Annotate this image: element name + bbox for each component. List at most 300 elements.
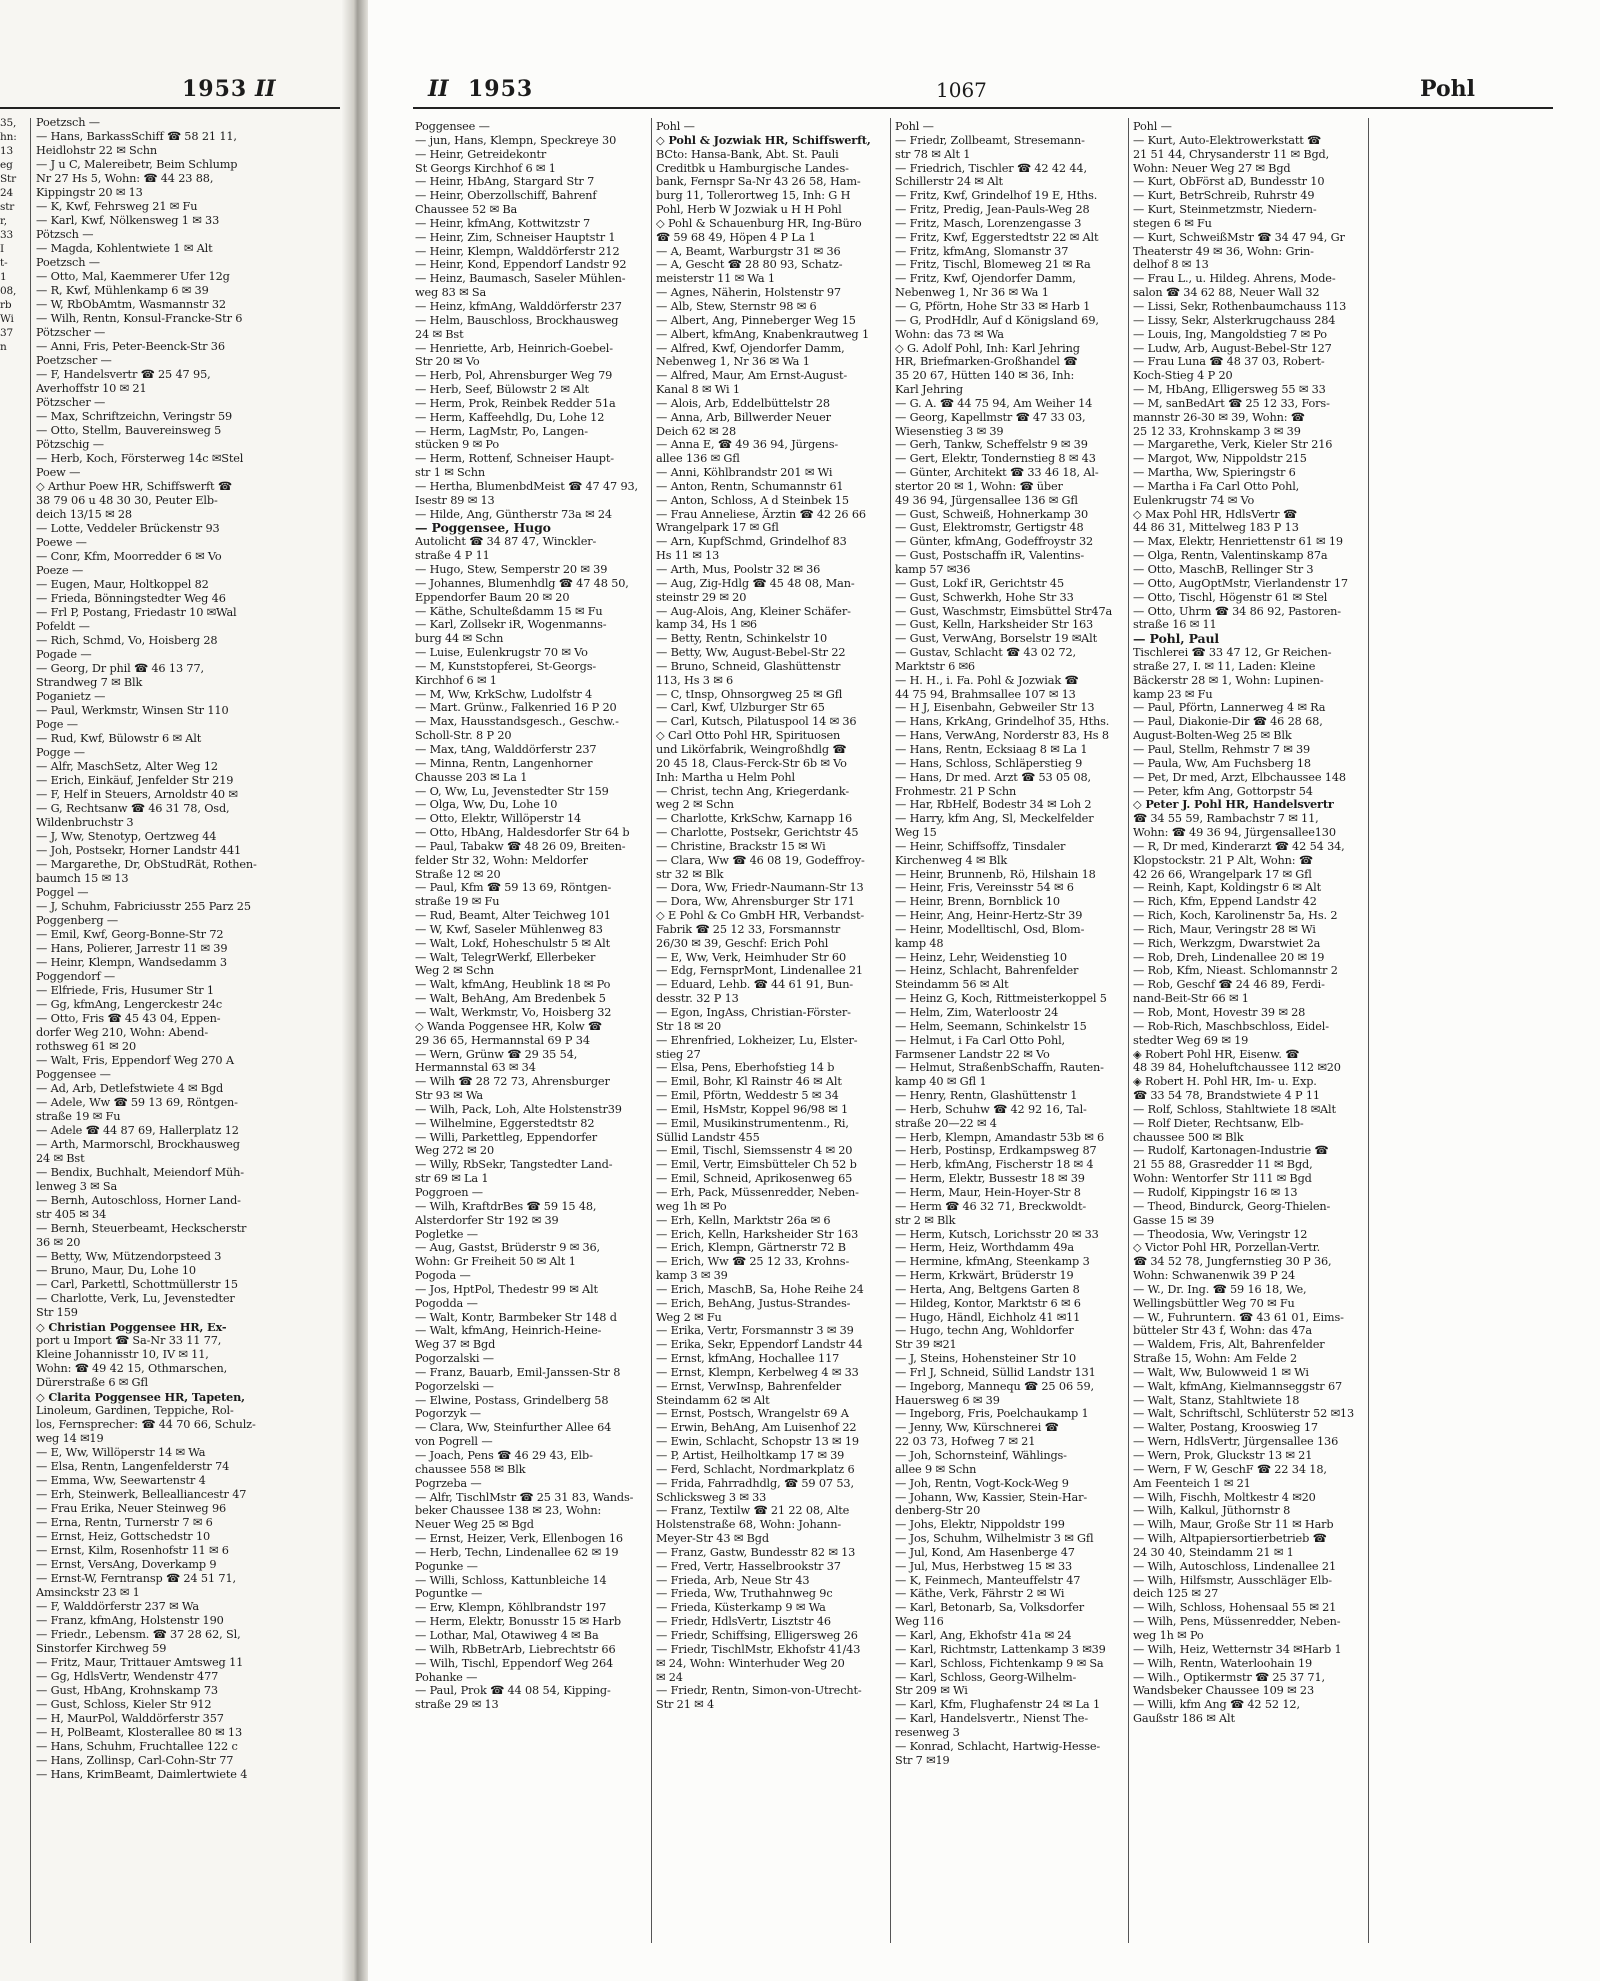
directory-entry-line: Holstenstraße 68, Wohn: Johann- — [656, 1518, 842, 1532]
directory-entry-line: straße 4 P 11 — [415, 549, 490, 563]
directory-entry-line: — Ernst, Postsch, Wrangelstr 69 A — [656, 1407, 849, 1421]
directory-entry-line: 49 36 94, Jürgensallee 136 ✉ Gfl — [895, 493, 1078, 507]
directory-entry-line: Hauersweg 6 ✉ 39 — [895, 1393, 1000, 1407]
directory-entry-line: — Bruno, Schneid, Glashüttenstr — [656, 659, 841, 673]
directory-entry-line: Str 7 ✉19 — [895, 1753, 950, 1767]
directory-entry-line: chaussee 500 ✉ Blk — [1133, 1130, 1244, 1144]
directory-entry-line: — Theodosia, Ww, Veringstr 12 — [1133, 1227, 1308, 1241]
edge-fragment: 1 — [0, 271, 7, 283]
directory-entry-line: — Rud, Kwf, Bülowstr 6 ✉ Alt — [36, 732, 202, 745]
directory-entry-line: 24 ✉ Bst — [36, 1152, 85, 1165]
directory-entry-line: — Friedr, TischlMstr, Ekhofstr 41/43 — [656, 1642, 861, 1656]
directory-entry-line: — Joh, Postsekr, Horner Landstr 441 — [36, 844, 242, 857]
directory-entry-line: — Wilh, Heiz, Wetternstr 34 ✉Harb 1 — [1133, 1642, 1342, 1656]
directory-entry-line: — Dora, Ww, Friedr-Naumann-Str 13 — [656, 881, 864, 895]
directory-entry-line: — Heinz, Baumasch, Saseler Mühlen- — [415, 272, 626, 286]
directory-entry-line: Inh: Martha u Helm Pohl — [656, 770, 795, 784]
directory-entry-line: — Otto, Mal, Kaemmerer Ufer 12g — [36, 270, 230, 283]
directory-entry-line: — Herb, Schuhw ☎ 42 92 16, Tal- — [895, 1102, 1087, 1116]
edge-fragment: 35, — [0, 117, 17, 129]
directory-entry-line: HR, Briefmarken-Großhandel ☎ — [895, 355, 1078, 369]
directory-entry-line: Kippingstr 20 ✉ 13 — [36, 186, 143, 199]
directory-entry-line: — Rich, Kfm, Eppend Landstr 42 — [1133, 895, 1317, 909]
directory-entry-line: — Herm ☎ 46 32 71, Breckwoldt- — [895, 1199, 1087, 1213]
directory-entry-line: Poggenberg — — [36, 914, 119, 927]
directory-entry-line: — Konrad, Schlacht, Hartwig-Hesse- — [895, 1739, 1101, 1753]
directory-entry-line: — Ad, Arb, Detlefstwiete 4 ✉ Bgd — [36, 1082, 224, 1095]
directory-entry-line: Pogoda — — [415, 1269, 471, 1283]
directory-entry-line: — Olga, Rentn, Valentinskamp 87a — [1133, 549, 1328, 563]
directory-entry-line: — Otto, Elektr, Willöperstr 14 — [415, 812, 582, 826]
directory-entry-line: mannstr 26-30 ✉ 39, Wohn: ☎ — [1133, 410, 1305, 424]
directory-entry-line: — Willy, RbSekr, Tangstedter Land- — [415, 1158, 613, 1172]
directory-entry-line: — Erich, Einkäuf, Jenfelder Str 219 — [36, 774, 234, 787]
directory-entry-line: — Herm, Heiz, Worthdamm 49a — [895, 1241, 1074, 1255]
directory-entry-line: — Hans, Zollinsp, Carl-Cohn-Str 77 — [36, 1754, 234, 1767]
directory-entry-line: — Ingeborg, Mannequ ☎ 25 06 59, — [895, 1379, 1094, 1393]
directory-entry-line: — Paul, Pförtn, Lannerweg 4 ✉ Ra — [1133, 701, 1326, 715]
directory-entry-line: nand-Beit-Str 66 ✉ 1 — [1133, 992, 1249, 1006]
directory-entry-line: — Rich, Koch, Karolinenstr 5a, Hs. 2 — [1133, 909, 1338, 923]
directory-entry-line: — Paul, Werkmstr, Winsen Str 110 — [36, 704, 229, 717]
directory-entry-line: — Helmut, i Fa Carl Otto Pohl, — [895, 1033, 1065, 1047]
header-name: Pohl — [1420, 76, 1475, 102]
directory-entry-line: — Alfr, TischlMstr ☎ 25 31 83, Wands- — [415, 1490, 634, 1504]
directory-entry-line: — Fred, Vertr, Hasselbrookstr 37 — [656, 1559, 841, 1573]
directory-entry-line: — Frieda, Bönningstedter Weg 46 — [36, 592, 226, 605]
directory-entry-line: — Herm, Elektr, Bussestr 18 ✉ 39 — [895, 1172, 1085, 1186]
directory-entry-line: — Ernst, VersAng, Doverkamp 9 — [36, 1558, 217, 1571]
directory-entry-line: — Wilh, Fischh, Moltkestr 4 ✉20 — [1133, 1490, 1316, 1504]
directory-entry-line: — Elsa, Pens, Eberhofstieg 14 b — [656, 1061, 835, 1075]
directory-entry-line: — Hans, BarkassSchiff ☎ 58 21 11, — [36, 130, 237, 143]
directory-entry-line: chaussee 558 ✉ Blk — [415, 1462, 526, 1476]
directory-entry-line: — Heinz, Schlacht, Bahrenfelder — [895, 964, 1079, 978]
directory-entry-line: — Emil, Vertr, Eimsbütteler Ch 52 b — [656, 1158, 857, 1172]
directory-entry-line: — F, Handelsvertr ☎ 25 47 95, — [36, 368, 211, 381]
directory-entry-line: — Louis, Ing, Mangoldstieg 7 ✉ Po — [1133, 327, 1327, 341]
directory-entry-line: — Minna, Rentn, Langenhorner — [415, 756, 593, 770]
directory-entry-line: Wandsbeker Chaussee 109 ✉ 23 — [1133, 1684, 1314, 1698]
directory-entry-line: — Gust, Postschaffn iR, Valentins- — [895, 549, 1085, 563]
left-header-part: II — [255, 76, 276, 102]
directory-entry-line: — Paul, Diakonie-Dir ☎ 46 28 68, — [1133, 715, 1323, 729]
directory-entry-line: — Heinz, kfmAng, Walddörferstr 237 — [415, 299, 622, 313]
directory-entry-line: — Erw, Klempn, Köhlbrandstr 197 — [415, 1601, 607, 1615]
directory-entry-line: stegen 6 ✉ Fu — [1133, 216, 1212, 230]
directory-entry-line: — Ferd, Schlacht, Nordmarkplatz 6 — [656, 1462, 855, 1476]
directory-entry-line: — Frl P, Postang, Friedastr 10 ✉Wal — [36, 606, 237, 619]
directory-entry-line: — Carl, Kwf, Ulzburger Str 65 — [656, 701, 825, 715]
directory-entry-line: kamp 3 ✉ 39 — [656, 1269, 728, 1283]
directory-column-4 — [1133, 120, 1366, 1940]
directory-entry-line: ☎ 34 55 59, Rambachstr 7 ✉ 11, — [1133, 812, 1319, 826]
directory-entry-line: — Charlotte, Postsekr, Gerichtstr 45 — [656, 826, 859, 840]
directory-entry-line: — Margarethe, Verk, Kieler Str 216 — [1133, 438, 1333, 452]
directory-entry-line: 21 55 88, Grasredder 11 ✉ Bgd, — [1133, 1158, 1313, 1172]
directory-entry-line: Weg 37 ✉ Bgd — [415, 1338, 496, 1352]
directory-entry-line: Pohl — — [1133, 120, 1172, 133]
directory-entry-line: Karl Jehring — [895, 383, 963, 397]
directory-entry-line: — Arth, Marmorschl, Brockhausweg — [36, 1138, 240, 1151]
directory-entry-line: Weg 116 — [895, 1615, 944, 1629]
directory-entry-line: Chausse 203 ✉ La 1 — [415, 770, 528, 784]
directory-entry-line: — F, Helf in Steuers, Arnoldstr 40 ✉ — [36, 788, 238, 801]
directory-entry-line: Poguntke — — [415, 1587, 483, 1601]
directory-entry-line: Wohn: Neuer Weg 27 ✉ Bgd — [1133, 161, 1291, 175]
directory-entry-line: ◇ E Pohl & Co GmbH HR, Verbandst- — [656, 909, 865, 923]
directory-entry-line: — Gg, kfmAng, Lengerckestr 24c — [36, 998, 223, 1011]
header-rule — [413, 107, 1553, 109]
directory-entry-line: Str 20 ✉ Vo — [415, 355, 480, 369]
directory-entry-line: — Max, Elektr, Henriettenstr 61 ✉ 19 — [1133, 535, 1343, 549]
edge-fragment: 24 — [0, 187, 14, 199]
directory-entry-line: — Alfred, Maur, Am Ernst-August- — [656, 369, 848, 383]
directory-entry-line: — Herm, Rottenf, Schneiser Haupt- — [415, 452, 614, 466]
directory-entry-line: — Waldem, Fris, Alt, Bahrenfelder — [1133, 1338, 1325, 1352]
directory-entry-line: — Ernst, kfmAng, Hochallee 117 — [656, 1352, 840, 1366]
directory-entry-line: Schillerstr 24 ✉ Alt — [895, 175, 1003, 189]
directory-entry-line: ☎ 59 68 49, Höpen 4 P La 1 — [656, 230, 816, 244]
directory-entry-line: Pogade — — [36, 648, 92, 661]
directory-entry-line: straße 29 ✉ 13 — [415, 1698, 499, 1712]
directory-entry-line: — Herta, Ang, Beltgens Garten 8 — [895, 1282, 1080, 1296]
directory-entry-line: — Betty, Rentn, Schinkelstr 10 — [656, 632, 828, 646]
directory-entry-line: 44 75 94, Brahmsallee 107 ✉ 13 — [895, 687, 1076, 701]
directory-entry-line: kamp 57 ✉36 — [895, 563, 971, 576]
directory-entry-line: — Frau Anneliese, Ärztin ☎ 42 26 66 — [656, 507, 866, 521]
directory-entry-line: 25 12 33, Krohnskamp 3 ✉ 39 — [1133, 424, 1301, 438]
directory-entry-line: — Wilh, RbBetrArb, Liebrechtstr 66 — [415, 1642, 616, 1656]
directory-entry-line: — Walt, Ww, Bulowweid 1 ✉ Wi — [1133, 1365, 1309, 1379]
directory-entry-line: — F, Walddörferstr 237 ✉ Wa — [36, 1600, 199, 1613]
directory-entry-line: — Fritz, Kwf, Grindelhof 19 E, Hths. — [895, 189, 1098, 203]
directory-entry-line: — Heinr, Oberzollschiff, Bahrenf — [415, 189, 597, 203]
directory-entry-line: — Herb, Koch, Försterweg 14c ✉Stel — [36, 452, 244, 465]
directory-entry-line: — Harry, kfm Ang, Sl, Meckelfelder — [895, 812, 1094, 826]
directory-entry-line: Wrangelpark 17 ✉ Gfl — [656, 521, 779, 535]
directory-entry-line: — Hermine, kfmAng, Steenkamp 3 — [895, 1255, 1090, 1269]
directory-entry-line: — Adele ☎ 44 87 69, Hallerplatz 12 — [36, 1124, 239, 1137]
directory-entry-line: Str 39 ✉21 — [895, 1338, 957, 1352]
directory-entry-line: — Willi, Schloss, Kattunbleiche 14 — [415, 1573, 607, 1587]
directory-entry-line: — Albert, Ang, Pinneberger Weg 15 — [656, 313, 856, 327]
directory-entry-line: 38 79 06 u 48 30 30, Peuter Elb- — [36, 494, 218, 507]
directory-entry-line: — Edg, FernsprMont, Lindenallee 21 — [656, 964, 863, 978]
directory-entry-line: — Wilh, Pack, Loh, Alte Holstenstr39 — [415, 1102, 622, 1116]
directory-entry-line: str 1 ✉ Schn — [415, 466, 485, 480]
directory-entry-line: — Rob, Geschf ☎ 24 46 89, Ferdi- — [1133, 978, 1325, 992]
directory-entry-line: — Hans, Schuhm, Fruchtallee 122 c — [36, 1740, 238, 1753]
directory-entry-line: delhof 8 ✉ 13 — [1133, 258, 1209, 272]
directory-entry-line: — Gust, Schloss, Kieler Str 912 — [36, 1698, 212, 1711]
directory-entry-line: — Fritz, Kwf, Eggerstedtstr 22 ✉ Alt — [895, 230, 1099, 244]
directory-entry-line: — Walt, kfmAng, Kielmannseggstr 67 — [1133, 1379, 1343, 1393]
directory-entry-line: ✉ 24, Wohn: Winterhuder Weg 20 — [656, 1656, 845, 1670]
directory-entry-line: — Gust, Schwerkh, Hohe Str 33 — [895, 590, 1074, 604]
directory-entry-line: — A, Beamt, Warburgstr 31 ✉ 36 — [656, 244, 841, 258]
directory-entry-line: — Poggensee, Hugo — [415, 521, 551, 536]
directory-entry-line: — Betty, Ww, August-Bebel-Str 22 — [656, 646, 846, 660]
directory-entry-line: — Emil, Pförtn, Weddestr 5 ✉ 34 — [656, 1089, 839, 1103]
directory-entry-line: — Frau Luna ☎ 48 37 03, Robert- — [1133, 355, 1325, 369]
directory-entry-line: 24 ✉ Bst — [415, 327, 464, 341]
directory-entry-line: St Georgs Kirchhof 6 ✉ 1 — [415, 161, 556, 175]
directory-entry-line: — Jos, Schuhm, Wilhelmistr 3 ✉ Gfl — [895, 1532, 1094, 1546]
left-directory-column — [36, 116, 340, 1936]
directory-entry-line: Am Feenteich 1 ✉ 21 — [1133, 1476, 1251, 1490]
directory-entry-line: — G. A. ☎ 44 75 94, Am Weiher 14 — [895, 396, 1093, 410]
directory-entry-line: Wildenbruchstr 3 — [36, 816, 134, 829]
directory-entry-line: Weg 15 — [895, 826, 937, 840]
directory-entry-line: — H, MaurPol, Walddörferstr 357 — [36, 1712, 224, 1725]
directory-entry-line: — Friedr, Zollbeamt, Stresemann- — [895, 133, 1085, 147]
directory-entry-line: — jun, Hans, Klempn, Speckreye 30 — [415, 133, 617, 147]
directory-entry-line: — Mart. Grünw., Falkenried 16 P 20 — [415, 701, 617, 715]
directory-entry-line: Strandweg 7 ✉ Blk — [36, 676, 143, 689]
directory-entry-line: Str 21 ✉ 4 — [656, 1698, 714, 1712]
directory-entry-line: — Rudolf, Kartonagen-Industrie ☎ — [1133, 1144, 1329, 1158]
directory-entry-line: — Ludw, Arb, August-Bebel-Str 127 — [1133, 341, 1332, 355]
directory-entry-line: — Hans, VerwAng, Norderstr 83, Hs 8 — [895, 729, 1109, 743]
directory-entry-line: Pogodda — — [415, 1296, 478, 1310]
directory-entry-line: 48 39 84, Hoheluftchaussee 112 ✉20 — [1133, 1061, 1341, 1075]
directory-entry-line: Wohn: Schwanenwik 39 P 24 — [1133, 1269, 1296, 1283]
directory-entry-line: — Herm, Kutsch, Lorichsstr 20 ✉ 33 — [895, 1227, 1099, 1241]
directory-entry-line: stücken 9 ✉ Po — [415, 438, 500, 452]
directory-entry-line: — Heinr, Modelltischl, Osd, Blom- — [895, 922, 1085, 936]
directory-entry-line: — Joach, Pens ☎ 46 29 43, Elb- — [415, 1449, 593, 1462]
directory-entry-line: 29 36 65, Hermannstal 69 P 34 — [415, 1033, 590, 1047]
directory-entry-line: — Wilh, Rentn, Waterloohain 19 — [1133, 1656, 1313, 1670]
directory-entry-line: ◇ Pohl & Schauenburg HR, Ing-Büro — [656, 216, 862, 230]
directory-entry-line: Str 209 ✉ Wi — [895, 1684, 968, 1698]
directory-entry-line: — Hans, KrkAng, Grindelhof 35, Hths. — [895, 715, 1110, 729]
directory-entry-line: — Franz, Bauarb, Emil-Janssen-Str 8 — [415, 1365, 621, 1379]
directory-entry-line: — Gust, Kelln, Harksheider Str 163 — [895, 618, 1094, 632]
directory-entry-line: Poewe — — [36, 536, 87, 549]
directory-entry-line: — Frau L., u. Hildeg. Ahrens, Mode- — [1133, 272, 1336, 286]
directory-entry-line: — Pohl, Paul — [1133, 632, 1219, 647]
directory-entry-line: — Bendix, Buchhalt, Meiendorf Müh- — [36, 1166, 244, 1179]
directory-entry-line: — Wilh, Maur, Große Str 11 ✉ Harb — [1133, 1518, 1334, 1532]
directory-entry-line: — Ehrenfried, Lokheizer, Lu, Elster- — [656, 1033, 858, 1047]
directory-entry-line: — Franz, Gastw, Bundesstr 82 ✉ 13 — [656, 1545, 856, 1559]
directory-entry-line: — Reinh, Kapt, Koldingstr 6 ✉ Alt — [1133, 881, 1321, 895]
directory-entry-line: — Jenny, Ww, Kürschnerei ☎ — [895, 1421, 1059, 1435]
directory-entry-line: BCto: Hansa-Bank, Abt. St. Pauli — [656, 147, 839, 161]
directory-entry-line: — Karl, Handelsvertr., Nienst The- — [895, 1712, 1088, 1726]
directory-entry-line: — Rob, Mont, Hovestr 39 ✉ 28 — [1133, 1006, 1306, 1019]
directory-entry-line: kamp 48 — [895, 936, 944, 950]
directory-entry-line: 26/30 ✉ 39, Geschf: Erich Pohl — [656, 936, 829, 950]
directory-entry-line: — Ernst-W, Ferntransp ☎ 24 51 71, — [36, 1572, 236, 1585]
directory-entry-line: — Otto, HbAng, Haldesdorfer Str 64 b — [415, 826, 630, 840]
directory-entry-line: straße 16 ✉ 11 — [1133, 618, 1217, 632]
directory-entry-line: — H. H., i. Fa. Pohl & Jozwiak ☎ — [895, 673, 1079, 687]
directory-entry-line: — Conr, Kfm, Moorredder 6 ✉ Vo — [36, 550, 222, 563]
directory-entry-line: — Ernst, Heizer, Verk, Ellenbogen 16 — [415, 1532, 623, 1546]
directory-entry-line: — Erna, Rentn, Turnerstr 7 ✉ 6 — [36, 1516, 213, 1529]
directory-entry-line: ◇ Max Pohl HR, HdlsVertr ☎ — [1133, 507, 1297, 521]
directory-entry-line: Frohmestr. 21 P Schn — [895, 784, 1017, 798]
directory-entry-line: — Adele, Ww ☎ 59 13 69, Röntgen- — [36, 1096, 238, 1109]
directory-entry-line: — Jos, HptPol, Thedestr 99 ✉ Alt — [415, 1282, 598, 1296]
directory-entry-line: — Margarethe, Dr, ObStudRät, Rothen- — [36, 858, 257, 871]
directory-entry-line: deich 125 ✉ 27 — [1133, 1587, 1219, 1601]
directory-entry-line: — J, Ww, Stenotyp, Oertzweg 44 — [36, 830, 217, 843]
directory-entry-line: — Erh, Steinwerk, Bellealliancestr 47 — [36, 1488, 247, 1501]
directory-column-5 — [1372, 120, 1562, 1940]
directory-entry-line: Pogorzalski — — [415, 1352, 494, 1366]
directory-entry-line: — Anni, Fris, Peter-Beenck-Str 36 — [36, 340, 225, 353]
directory-entry-line: — Emil, Kwf, Georg-Bonne-Str 72 — [36, 928, 224, 941]
directory-entry-line: — Frau Erika, Neuer Steinweg 96 — [36, 1502, 227, 1515]
directory-entry-line: — Friedr, Rentn, Simon-von-Utrecht- — [656, 1684, 862, 1698]
directory-entry-line: Pogorzelski — — [415, 1379, 494, 1393]
directory-entry-line: Poggensee — — [36, 1068, 111, 1081]
directory-entry-line: — Emil, Schneid, Aprikosenweg 65 — [656, 1172, 853, 1186]
directory-entry-line: — Heinr, Schiffsoffz, Tinsdaler — [895, 839, 1066, 853]
directory-entry-line: — M, HbAng, Elligersweg 55 ✉ 33 — [1133, 383, 1326, 397]
edge-fragment: t- — [0, 257, 8, 269]
directory-entry-line: Deich 62 ✉ 28 — [656, 424, 736, 438]
directory-entry-line: — Fritz, Maur, Trittauer Amtsweg 11 — [36, 1656, 244, 1669]
directory-entry-line: Eppendorfer Baum 20 ✉ 20 — [415, 590, 570, 604]
directory-entry-line: — Gert, Elektr, Tondernstieg 8 ✉ 43 — [895, 452, 1096, 466]
directory-entry-line: Theaterstr 49 ✉ 36, Wohn: Grin- — [1133, 244, 1314, 258]
directory-entry-line: Hermannstal 63 ✉ 34 — [415, 1061, 536, 1075]
directory-entry-line: — Georg, Dr phil ☎ 46 13 77, — [36, 662, 204, 675]
directory-entry-line: — Walt, Werkmstr, Vo, Hoisberg 32 — [415, 1006, 612, 1019]
directory-entry-line: — Wilh, KraftdrBes ☎ 59 15 48, — [415, 1199, 597, 1213]
directory-column-2 — [656, 120, 888, 1940]
directory-entry-line: — Rolf Dieter, Rechtsanw, Elb- — [1133, 1116, 1304, 1130]
directory-entry-line: — Rud, Beamt, Alter Teichweg 101 — [415, 909, 611, 923]
directory-entry-line: Pogrzeba — — [415, 1476, 482, 1490]
directory-entry-line: — Heinr, Brunnenb, Rö, Hilshain 18 — [895, 867, 1096, 881]
directory-entry-line: — Martha i Fa Carl Otto Pohl, — [1133, 479, 1300, 493]
directory-entry-line: — Helm, Zim, Waterloostr 24 — [895, 1006, 1059, 1019]
directory-entry-line: str 2 ✉ Blk — [895, 1213, 956, 1227]
directory-entry-line: ◇ G. Adolf Pohl, Inh: Karl Jehring — [895, 341, 1080, 355]
directory-entry-line: — Luise, Eulenkrugstr 70 ✉ Vo — [415, 646, 588, 660]
edge-fragment: 13 — [0, 145, 14, 157]
directory-entry-line: — Heinr, Kond, Eppendorf Landstr 92 — [415, 258, 627, 272]
directory-entry-line: — Wilhelmine, Eggerstedtstr 82 — [415, 1116, 595, 1130]
directory-entry-line: — Ernst, Klempn, Kerbelweg 4 ✉ 33 — [656, 1365, 859, 1379]
directory-entry-line: Gaußstr 186 ✉ Alt — [1133, 1712, 1235, 1726]
directory-entry-line: — Hildeg, Kontor, Marktstr 6 ✉ 6 — [895, 1296, 1081, 1310]
directory-entry-line: — Gust, Schweiß, Hohnerkamp 30 — [895, 507, 1089, 521]
directory-entry-line: felder Str 32, Wohn: Meldorfer — [415, 853, 588, 867]
directory-entry-line: Poggroen — — [415, 1185, 483, 1199]
directory-entry-line: Poge — — [36, 718, 78, 731]
directory-entry-line: Creditbk u Hamburgische Landes- — [656, 161, 849, 175]
directory-entry-line: — Hugo, techn Ang, Wohldorfer — [895, 1324, 1074, 1338]
directory-entry-line: — Erwin, BehAng, Am Luisenhof 22 — [656, 1421, 857, 1435]
directory-entry-line: Poeze — — [36, 564, 84, 577]
directory-entry-line: — Gustav, Schlacht ☎ 43 02 72, — [895, 646, 1076, 660]
directory-entry-line: — Herm, Elektr, Bonusstr 15 ✉ Harb — [415, 1615, 621, 1629]
directory-entry-line: — Heinr, Klempn, Walddörferstr 212 — [415, 244, 620, 258]
directory-entry-line: — E, Ww, Verk, Heimhuder Str 60 — [656, 950, 846, 964]
directory-entry-line: — Aug, Zig-Hdlg ☎ 45 48 08, Man- — [656, 576, 855, 590]
directory-entry-line: — Joh, Schornsteinf, Wählings- — [895, 1449, 1067, 1462]
directory-entry-line: straße 19 ✉ Fu — [415, 895, 500, 909]
directory-entry-line: los, Fernsprecher: ☎ 44 70 66, Schulz- — [36, 1418, 256, 1431]
directory-entry-line: — Walter, Postang, Krooswieg 17 — [1133, 1421, 1318, 1435]
directory-entry-line: baumch 15 ✉ 13 — [36, 872, 129, 885]
directory-entry-line: — G, Rechtsanw ☎ 46 31 78, Osd, — [36, 802, 230, 815]
directory-entry-line: Str 18 ✉ 20 — [656, 1019, 722, 1033]
directory-entry-line: — Elwine, Postass, Grindelberg 58 — [415, 1393, 609, 1407]
page-number: 1067 — [936, 78, 987, 102]
directory-entry-line: — Erich, Klempn, Gärtnerstr 72 B — [656, 1241, 846, 1255]
directory-entry-line: — Johannes, Blumenhdlg ☎ 47 48 50, — [415, 576, 629, 590]
directory-entry-line: — Emil, Tischl, Siemssenstr 4 ✉ 20 — [656, 1144, 853, 1158]
directory-entry-line: — Anton, Rentn, Schumannstr 61 — [656, 479, 844, 493]
directory-entry-line: — Walt, Lokf, Hoheschulstr 5 ✉ Alt — [415, 936, 610, 950]
directory-entry-line: — Charlotte, Verk, Lu, Jevenstedter — [36, 1292, 235, 1305]
edge-fragment: 33 — [0, 229, 14, 241]
directory-entry-line: stieg 27 — [656, 1047, 701, 1061]
directory-entry-line: — Pet, Dr med, Arzt, Elbchaussee 148 — [1133, 770, 1346, 784]
directory-entry-line: Alsterdorfer Str 192 ✉ 39 — [415, 1213, 559, 1227]
directory-entry-line: meisterstr 11 ✉ Wa 1 — [656, 272, 775, 286]
directory-entry-line: — Hans, KrimBeamt, Daimlertwiete 4 — [36, 1768, 248, 1781]
directory-entry-line: — Heinr, Klempn, Wandsedamm 3 — [36, 956, 227, 969]
directory-entry-line: ◇ Christian Poggensee HR, Ex- — [36, 1320, 227, 1334]
directory-entry-line: weg 14 ✉19 — [36, 1432, 104, 1445]
directory-entry-line: — Hans, Rentn, Ecksiaag 8 ✉ La 1 — [895, 742, 1088, 756]
directory-entry-line: — Wilh, Autoschloss, Lindenallee 21 — [1133, 1559, 1336, 1573]
directory-entry-line: — Elfriede, Fris, Husumer Str 1 — [36, 984, 214, 997]
directory-entry-line: — Rich, Maur, Veringstr 28 ✉ Wi — [1133, 922, 1316, 936]
directory-entry-line: — Har, RbHelf, Bodestr 34 ✉ Loh 2 — [895, 798, 1092, 812]
directory-entry-line: — Emil, Musikinstrumentenm., Ri, — [656, 1116, 849, 1130]
directory-entry-line: — M, Kunststopferei, St-Georgs- — [415, 659, 597, 673]
directory-entry-line: Averhoffstr 10 ✉ 21 — [36, 382, 147, 395]
directory-entry-line: — Herm, Prok, Reinbek Redder 51a — [415, 396, 616, 410]
directory-entry-line: Pogunke — — [415, 1559, 478, 1573]
directory-entry-line: — Walt, Stanz, Stahltwiete 18 — [1133, 1393, 1300, 1407]
directory-entry-line: — Heinz G, Koch, Rittmeisterkoppel 5 — [895, 992, 1107, 1006]
directory-entry-line: deich 13/15 ✉ 28 — [36, 508, 132, 521]
directory-entry-line: burg 11, Tollerortweg 15, Inh: G H — [656, 189, 851, 203]
directory-entry-line: — O, Ww, Lu, Jevenstedter Str 159 — [415, 784, 609, 798]
directory-entry-line: — Willi, Parkettleg, Eppendorfer — [415, 1130, 598, 1144]
directory-entry-line: — Aug-Alois, Ang, Kleiner Schäfer- — [656, 604, 851, 618]
directory-entry-line: — Arth, Mus, Poolstr 32 ✉ 36 — [656, 563, 821, 576]
directory-entry-line: — Gerh, Tankw, Scheffelstr 9 ✉ 39 — [895, 438, 1088, 452]
directory-entry-line: port u Import ☎ Sa-Nr 33 11 77, — [36, 1334, 222, 1347]
directory-entry-line: Sinstorfer Kirchweg 59 — [36, 1642, 167, 1655]
directory-entry-line: — Paul, Tabakw ☎ 48 26 09, Breiten- — [415, 839, 626, 853]
directory-entry-line: Kirchenweg 4 ✉ Blk — [895, 853, 1008, 867]
directory-entry-line: kamp 40 ✉ Gfl 1 — [895, 1075, 987, 1089]
directory-entry-line: straße 20—22 ✉ 4 — [895, 1116, 997, 1130]
directory-entry-line: — W., Fuhruntern. ☎ 43 61 01, Eims- — [1133, 1310, 1344, 1324]
directory-entry-line: — Wilh, Hilfsmstr, Ausschläger Elb- — [1133, 1573, 1332, 1587]
directory-entry-line: — C, tInsp, Ohnsorgweg 25 ✉ Gfl — [656, 687, 843, 701]
book-gutter — [342, 0, 368, 1981]
directory-entry-line: Neuer Weg 25 ✉ Bgd — [415, 1518, 534, 1532]
directory-entry-line: — Bruno, Maur, Du, Lohe 10 — [36, 1264, 196, 1277]
directory-entry-line: straße 27, I. ✉ 11, Laden: Kleine — [1133, 659, 1316, 673]
directory-entry-line: — Frieda, Arb, Neue Str 43 — [656, 1573, 810, 1587]
directory-entry-line: — Käthe, Schulteßdamm 15 ✉ Fu — [415, 604, 603, 618]
